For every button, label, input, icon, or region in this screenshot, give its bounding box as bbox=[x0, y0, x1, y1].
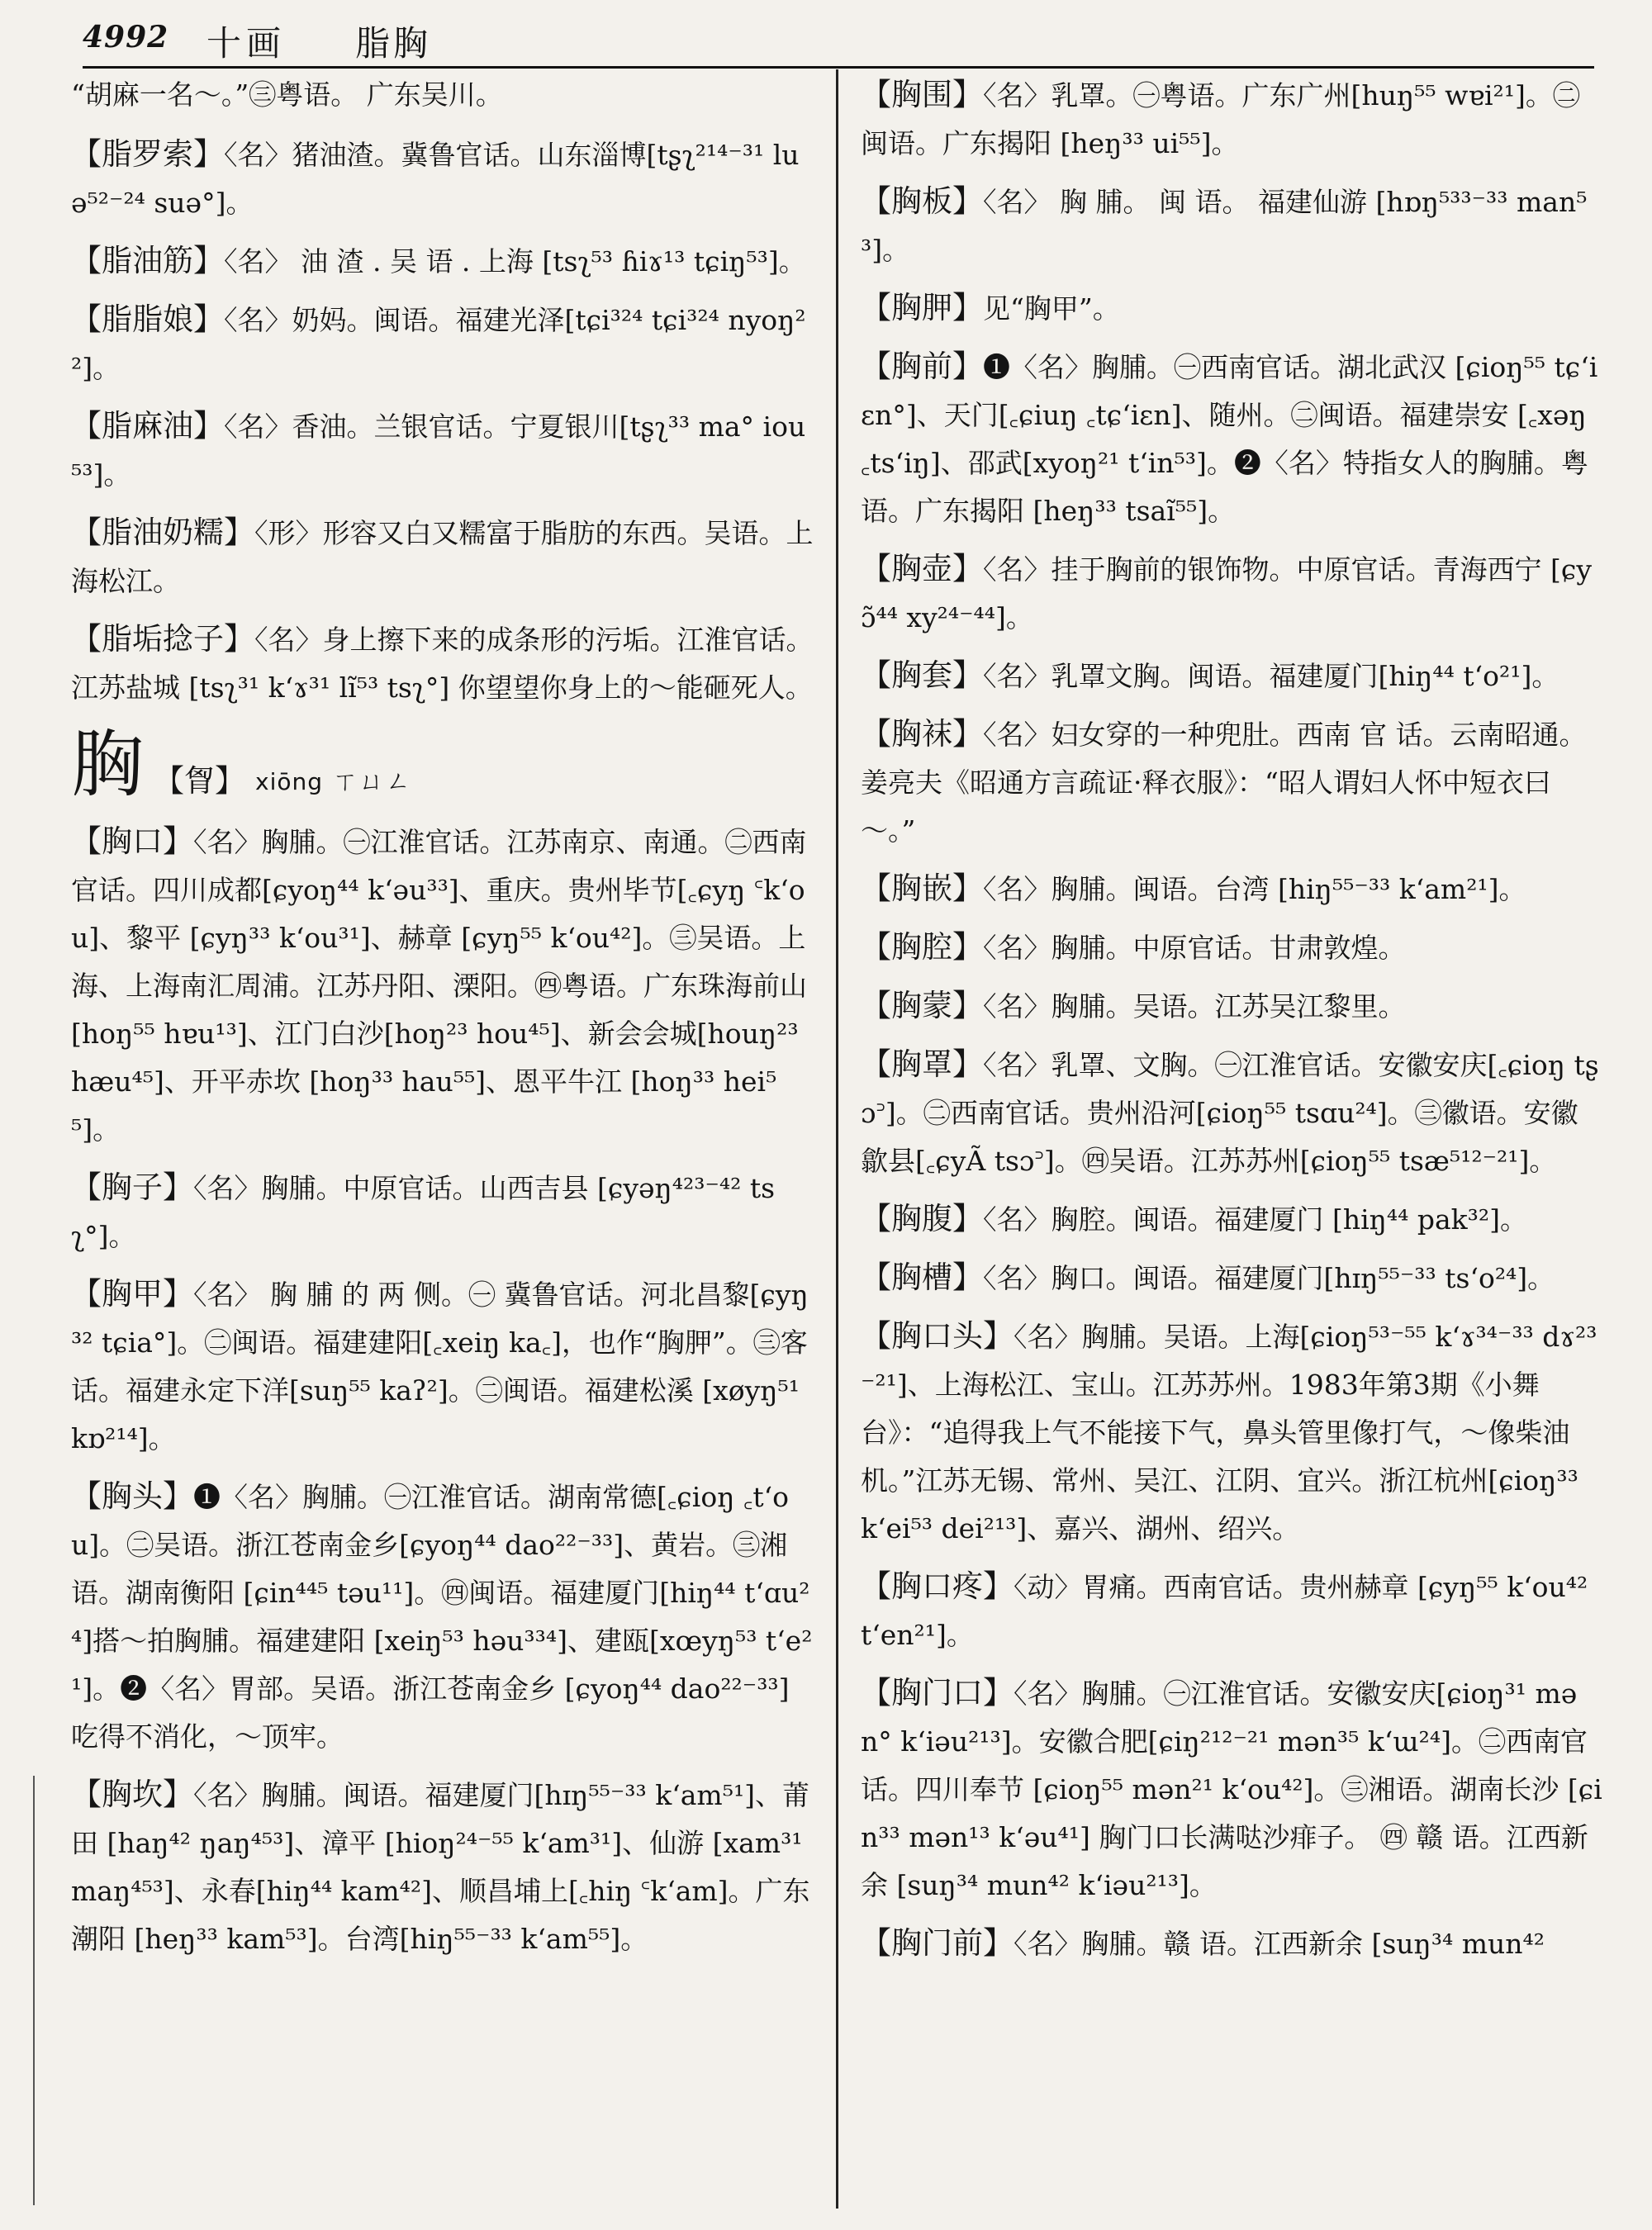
entry-definition: 〈名〉香油。兰银官话。宁夏银川[tʂʅ³³ ma° iou⁵³]。 bbox=[71, 410, 806, 491]
entry-definition: 〈名〉奶妈。闽语。福建光泽[tɕi³²⁴ tɕi³²⁴ nyoŋ²²]。 bbox=[71, 304, 806, 384]
entry-headword: 【胸壶】 bbox=[861, 551, 983, 586]
entry-headword: 【胸腔】 bbox=[861, 929, 983, 965]
entry-definition: 〈名〉挂于胸前的银饰物。中原官话。青海西宁 [ɕyɔ̃⁴⁴ xy²⁴⁻⁴⁴]。 bbox=[861, 553, 1592, 633]
entry-definition: 〈名〉猪油渣。冀鲁官话。山东淄博[tʂʅ²¹⁴⁻³¹ luə⁵²⁻²⁴ suə°]。 bbox=[71, 139, 800, 219]
headword-range: 脂胸 bbox=[355, 23, 432, 64]
dictionary-entry bbox=[861, 710, 1604, 855]
dictionary-entry bbox=[71, 615, 814, 712]
dictionary-entry bbox=[71, 1164, 814, 1260]
entry-headword: 【脂麻油】 bbox=[71, 408, 224, 444]
entry-definition: 〈名〉胸脯。中原官话。山西吉县 [ɕyəŋ⁴²³⁻⁴² tsʅ°]。 bbox=[71, 1172, 776, 1252]
entry-headword: 【胸门前】 bbox=[861, 1925, 1014, 1961]
head-character-block bbox=[71, 724, 814, 806]
page-header bbox=[83, 12, 1594, 64]
variant-form: 【胷】 bbox=[154, 763, 246, 799]
entry-definition: 〈名〉 胸 脯。 闽 语。 福建仙游 [hɒŋ⁵³³⁻³³ man⁵³]。 bbox=[861, 186, 1588, 266]
page-number: 4992 bbox=[83, 20, 169, 55]
entry-definition: 〈名〉 胸 脯 的 两 侧。㊀ 冀鲁官话。河北昌黎[ɕyŋ³² tɕia°]。㊁闽语。福建建阳[꜀xeiŋ ka꜀]，也作“胸胛”。㊂客话。福建永定下洋[suŋ⁵⁵ kaʔ²]。㊁闽语。福建松溪 [xøyŋ⁵¹ kɒ²¹⁴]。 bbox=[71, 1279, 809, 1454]
entry-definition: 〈名〉胸口。闽语。福建厦门[hɪŋ⁵⁵⁻³³ ts‘o²⁴]。 bbox=[983, 1262, 1555, 1294]
entry-definition: 〈形〉形容又白又糯富于脂肪的东西。吴语。上海松江。 bbox=[71, 517, 814, 597]
entry-headword: 【胸嵌】 bbox=[861, 871, 983, 906]
entry-definition: 〈动〉胃痛。西南官话。贵州赫章 [ɕyŋ⁵⁵ k‘ou⁴² t‘en²¹]。 bbox=[861, 1571, 1597, 1651]
entry-headword: 【胸蒙】 bbox=[861, 988, 983, 1023]
dictionary-entry bbox=[861, 923, 1604, 972]
section-title: 十画 bbox=[206, 23, 287, 64]
zhuyin-reading: ㄒㄩㄥ bbox=[333, 767, 413, 796]
dictionary-entry bbox=[71, 509, 814, 605]
dictionary-entry bbox=[861, 1041, 1604, 1185]
entry-definition: 〈名〉乳罩文胸。闽语。福建厦门[hiŋ⁴⁴ t‘o²¹]。 bbox=[983, 660, 1559, 692]
entry-headword: 【胸口】 bbox=[71, 823, 193, 859]
dictionary-entry bbox=[861, 1312, 1604, 1553]
right-column bbox=[861, 71, 1604, 2218]
left-column bbox=[71, 71, 814, 2218]
entry-definition: ❶〈名〉胸脯。㊀江淮官话。湖南常德[꜀ɕioŋ ꜀t‘ou]。㊁吴语。浙江苍南金乡[ɕyoŋ⁴⁴ dao²²⁻³³]、黄岩。㊂湘语。湖南衡阳 [ɕin⁴⁴⁵ təu¹¹]。㊃闽语。福建厦门[hiŋ⁴⁴ t‘ɑu²⁴]搭～拍胸脯。福建建阳 [xeiŋ⁵³ həu³³⁴]、建瓯[xœyŋ⁵³ t‘e²¹]。❷〈名〉胃部。吴语。浙江苍南金乡 [ɕyoŋ⁴⁴ dao²²⁻³³] 吃得不消化，～顶牢。 bbox=[71, 1481, 813, 1753]
entry-headword: 【脂脂娘】 bbox=[71, 301, 224, 337]
dictionary-entry bbox=[71, 1473, 814, 1761]
entry-headword: 【胸前】 bbox=[861, 349, 983, 384]
entry-definition: 〈名〉胸脯。吴语。江苏吴江黎里。 bbox=[983, 990, 1406, 1022]
dictionary-entry bbox=[861, 982, 1604, 1031]
dictionary-entry bbox=[71, 237, 814, 286]
entry-headword: 【胸套】 bbox=[861, 657, 983, 693]
entry-headword: 【脂油筋】 bbox=[71, 243, 224, 278]
entry-headword: 【胸腹】 bbox=[861, 1201, 983, 1236]
entry-headword: 【胸甲】 bbox=[71, 1276, 193, 1312]
entry-headword: 【胸罩】 bbox=[861, 1046, 983, 1082]
entry-definition: 〈名〉胸脯。赣 语。江西新余 [suŋ³⁴ mun⁴² bbox=[1014, 1928, 1545, 1960]
entry-definition: 〈名〉胸脯。中原官话。甘肃敦煌。 bbox=[983, 932, 1406, 964]
scan-edge-line bbox=[33, 1776, 35, 2205]
column-divider bbox=[836, 69, 838, 2209]
entry-definition: 〈名〉乳罩、文胸。㊀江淮官话。安徽安庆[꜀ɕioŋ tʂɔ꜄]。㊁西南官话。贵州沿河[ɕioŋ⁵⁵ tsɑu²⁴]。㊂徽语。安徽歙县[꜀ɕyÃ tsɔ꜄]。㊃吴语。江苏苏州[ɕioŋ⁵⁵ tsæ⁵¹²⁻²¹]。 bbox=[861, 1049, 1599, 1177]
dictionary-entry bbox=[861, 1669, 1604, 1910]
header-rule bbox=[83, 66, 1594, 69]
dictionary-entry bbox=[861, 652, 1604, 700]
dictionary-entry bbox=[71, 402, 814, 499]
entry-definition: 〈名〉胸腔。闽语。福建厦门 [hiŋ⁴⁴ pak³²]。 bbox=[983, 1203, 1528, 1236]
dictionary-entry bbox=[861, 1254, 1604, 1302]
head-character: 胸 bbox=[71, 722, 145, 807]
entry-definition: 〈名〉胸脯。闽语。台湾 [hiŋ⁵⁵⁻³³ k‘am²¹]。 bbox=[983, 873, 1526, 905]
entry-headword: 【胸子】 bbox=[71, 1170, 193, 1205]
dictionary-entry bbox=[861, 1563, 1604, 1659]
entry-headword: 【胸胛】 bbox=[861, 290, 983, 325]
pinyin-reading: xiōng bbox=[255, 768, 324, 795]
dictionary-entry bbox=[861, 71, 1604, 168]
entry-definition: 〈名〉胸脯。吴语。上海[ɕioŋ⁵³⁻⁵⁵ k‘ɤ³⁴⁻³³ dɤ²³⁻²¹]、上海松江、宝山。江苏苏州。1983年第3期《小舞台》：“追得我上气不能接下气，鼻头管里像打气，～像柴油机。”江苏无锡、常州、吴江、江阴、宜兴。浙江杭州[ɕioŋ³³ k‘ei⁵³ dei²¹³]、嘉兴、湖州、绍兴。 bbox=[861, 1321, 1597, 1544]
entry-definition: ❶〈名〉胸脯。㊀西南官话。湖北武汉 [ɕioŋ⁵⁵ tɕ‘iɛn°]、天门[꜀ɕiuŋ ꜀tɕ‘iɛn]、随州。㊁闽语。福建崇安 [꜀xəŋ ꜀ts‘iŋ]、邵武[xyoŋ²¹ t‘in⁵³]。❷〈名〉特指女人的胸脯。粤语。广东揭阳 [heŋ³³ tsaĩ⁵⁵]。 bbox=[861, 351, 1598, 527]
continuation-text: “胡麻一名～。”㊂粤语。 广东吴川。 bbox=[71, 78, 503, 111]
entry-headword: 【胸袜】 bbox=[861, 716, 983, 752]
dictionary-entry bbox=[861, 545, 1604, 642]
dictionary-entry bbox=[71, 130, 814, 227]
entry-headword: 【胸槽】 bbox=[861, 1260, 983, 1295]
dictionary-entry bbox=[861, 343, 1604, 535]
dictionary-entry bbox=[861, 865, 1604, 913]
dictionary-entry bbox=[71, 818, 814, 1154]
entry-headword: 【胸围】 bbox=[861, 77, 983, 112]
dictionary-entry bbox=[861, 1919, 1604, 1968]
entry-headword: 【脂油奶糯】 bbox=[71, 515, 254, 550]
dictionary-entry bbox=[71, 296, 814, 392]
entry-headword: 【胸门口】 bbox=[861, 1675, 1014, 1710]
entry-definition: 〈名〉妇女穿的一种兜肚。西南 官 话。云南昭通。姜亮夫《昭通方言疏证·释衣服》：“昭人谓妇人怀中短衣曰～。” bbox=[861, 719, 1587, 847]
entry-headword: 【脂垢捻子】 bbox=[71, 621, 254, 657]
entry-headword: 【胸口疼】 bbox=[861, 1568, 1014, 1604]
entry-definition: 〈名〉胸脯。㊀江淮官话。安徽安庆[ɕioŋ³¹ mən° k‘iəu²¹³]。安徽合肥[ɕiŋ²¹²⁻²¹ mən³⁵ k‘ɯ²⁴]。㊁西南官话。四川奉节 [ɕioŋ⁵⁵ mən²¹ k‘ou⁴²]。㊂湘语。湖南长沙 [ɕin³³ mən¹³ k‘əu⁴¹] 胸门口长满哒沙痱子。 ㊃ 赣 语。江西新余 [suŋ³⁴ mun⁴² k‘iəu²¹³]。 bbox=[861, 1677, 1602, 1901]
entry-definition: 〈名〉身上擦下来的成条形的污垢。江淮官话。江苏盐城 [tsʅ³¹ k‘ɤ³¹ lĩ⁵³ tsʅ°] 你望望你身上的～能砸死人。 bbox=[71, 624, 814, 704]
entry-headword: 【脂罗索】 bbox=[71, 136, 224, 172]
entry-definition: 〈名〉乳罩。㊀粤语。广东广州[huŋ⁵⁵ wɐi²¹]。㊁闽语。广东揭阳 [heŋ³³ ui⁵⁵]。 bbox=[861, 79, 1580, 159]
dictionary-entry bbox=[861, 178, 1604, 274]
entry-headword: 【胸坎】 bbox=[71, 1777, 193, 1812]
entry-definition: 〈名〉 油 渣 . 吴 语 . 上海 [tsʅ⁵³ ɦiɤ¹³ tɕiŋ⁵³]。 bbox=[224, 245, 806, 278]
entry-headword: 【胸头】 bbox=[71, 1478, 193, 1514]
dictionary-entry bbox=[861, 1195, 1604, 1244]
entry-headword: 【胸口头】 bbox=[861, 1318, 1014, 1354]
entry-definition: 〈名〉胸脯。闽语。福建厦门[hɪŋ⁵⁵⁻³³ k‘am⁵¹]、莆田 [haŋ⁴² ŋaŋ⁴⁵³]、漳平 [hioŋ²⁴⁻⁵⁵ k‘am³¹]、仙游 [xam³¹ maŋ⁴⁵³]、永春[hiŋ⁴⁴ kam⁴²]、顺昌埔上[꜀hiŋ ꜂k‘am]。广东潮阳 [heŋ³³ kam⁵³]。台湾[hiŋ⁵⁵⁻³³ k‘am⁵⁵]。 bbox=[71, 1779, 812, 1955]
entry-definition: 〈名〉胸脯。㊀江淮官话。江苏南京、南通。㊁西南官话。四川成都[ɕyoŋ⁴⁴ k‘əu³³]、重庆。贵州毕节[꜀ɕyŋ ꜂k‘ou]、黎平 [ɕyŋ³³ k‘ou³¹]、赫章 [ɕyŋ⁵⁵ k‘ou⁴²]。㊂吴语。上海、上海南汇周浦。江苏丹阳、溧阳。㊃粤语。广东珠海前山[hoŋ⁵⁵ hɐu¹³]、江门白沙[hoŋ²³ hou⁴⁵]、新会会城[houŋ²³ hæu⁴⁵]、开平赤坎 [hoŋ³³ hau⁵⁵]、恩平牛江 [hoŋ³³ hei⁵⁵]。 bbox=[71, 826, 808, 1146]
entry-definition: 见“胸甲”。 bbox=[983, 292, 1120, 325]
dictionary-entry bbox=[71, 1771, 814, 1963]
entry-headword: 【胸板】 bbox=[861, 183, 983, 219]
dictionary-entry bbox=[71, 1270, 814, 1463]
dictionary-entry bbox=[861, 284, 1604, 333]
